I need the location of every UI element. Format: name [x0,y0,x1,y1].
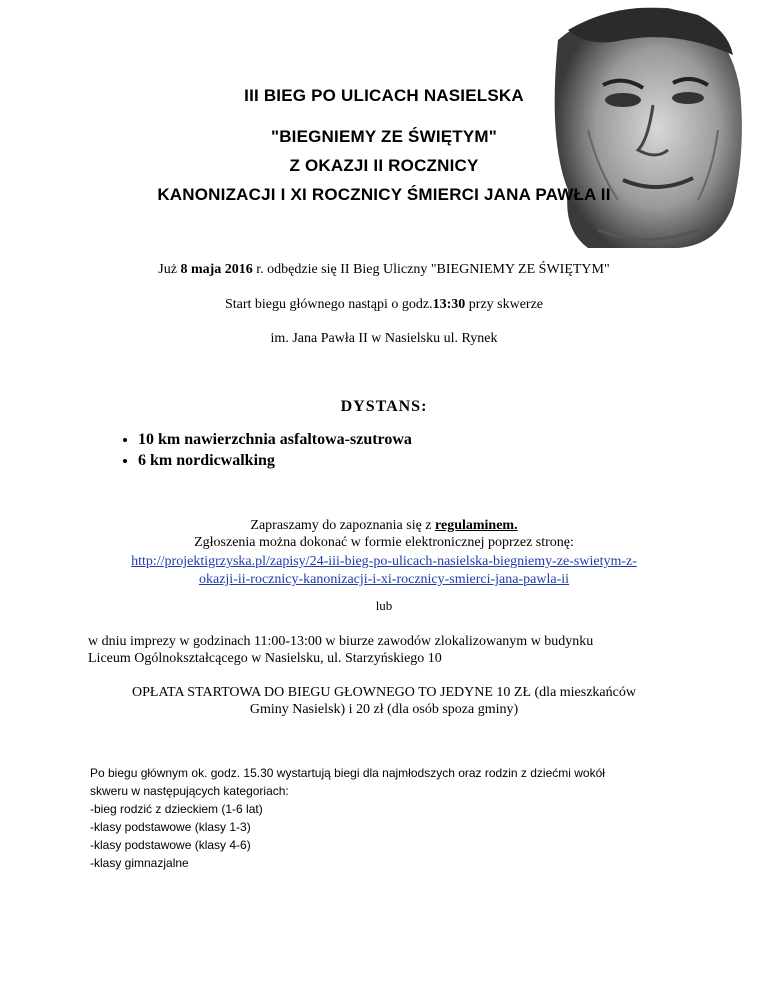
list-item: • 10 km nawierzchnia asfaltowa-szutrowa [138,429,412,450]
intro-start-line: Start biegu głównego nastąpi o godz.13:30 przy skwerze [224,297,544,312]
list-item: -klasy podstawowe (klasy 4-6) [90,838,251,852]
start-time: 13:30 [432,297,466,312]
entry-fee: OPŁATA STARTOWA DO BIEGU GŁOWNEGO TO JEDYNE 10 ZŁ (dla mieszkańców Gminy Nasielsk) i 20 zł (dla osób spoza gminy) [132,685,636,717]
rules-invite: Zapraszamy do zapoznania się z regulaminem. [250,518,518,533]
list-item: • 6 km nordicwalking [138,450,412,471]
onsite-registration: w dniu imprezy w godzinach 11:00-13:00 w biurze zawodów zlokalizowanym w budynku Liceum Ogólnokształcącego w Nasielsku, ul. Starzyńskiego 10 [88,634,594,666]
kids-races: Po biegu głównym ok. godz. 15.30 wystartują biegi dla najmłodszych oraz rodzin z dziećmi wokół skweru w następujących kategoriach: -bieg rodzić z dzieckiem (1-6 lat) -klasy podstawowe (klasy 1-3) -klasy podstawowe (klasy 4-6) -klasy gimnazjalne [90,766,605,870]
rules-link[interactable]: regulaminem. [435,518,518,533]
intro-location-line: im. Jana Pawła II w Nasielsku ul. Rynek [270,331,498,346]
distance-heading: DYSTANS: [340,398,428,415]
event-anniversary: KANONIZACJI I XI ROCZNICY ŚMIERCI JANA PAWŁA II [157,185,611,204]
registration-url [0,553,768,589]
list-item: -bieg rodzić z dzieckiem (1-6 lat) [90,802,263,816]
pope-portrait-image [528,0,748,250]
event-occasion: Z OKAZJI II ROCZNICY [289,156,479,175]
distance-list [112,429,412,471]
event-title: III BIEG PO ULICACH NASIELSKA [244,86,524,105]
event-slogan: "BIEGNIEMY ZE ŚWIĘTYM" [270,127,498,146]
list-item: -klasy podstawowe (klasy 1-3) [90,820,251,834]
event-date: 8 maja 2016 [180,262,253,277]
registration-info: Zgłoszenia można dokonać w formie elektronicznej poprzez stronę: [194,535,574,550]
or-separator: lub [375,598,393,613]
list-item: -klasy gimnazjalne [90,856,189,870]
registration-link[interactable]: http://projektigrzyska.pl/zapisy/24-iii-bieg-po-ulicach-nasielska-biegniemy-ze-swietym-z- okazji-ii-rocznicy-kanonizacji-i-xi-rocznicy-smierci-jana-pawla-ii [131,554,637,587]
intro-date-line: Już 8 maja 2016 r. odbędzie się II Bieg Uliczny "BIEGNIEMY ZE ŚWIĘTYM" [158,262,610,277]
